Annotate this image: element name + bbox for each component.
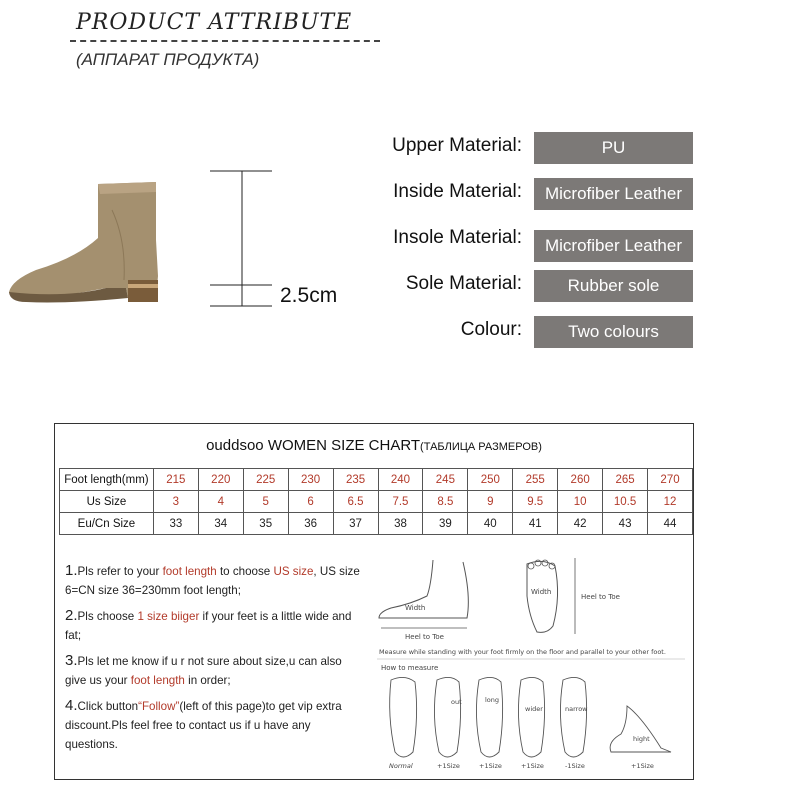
note-3 <box>65 651 361 690</box>
table-cell: 33 <box>153 513 198 535</box>
attr-row-inside <box>360 178 700 210</box>
size-label: +1Size <box>479 762 502 770</box>
attr-row-sole <box>360 270 700 302</box>
size-label: +1Size <box>437 762 460 770</box>
note-highlight: “Follow” <box>138 700 180 713</box>
heel-toe-label-top: Heel to Toe <box>581 593 620 601</box>
table-row-foot-length <box>60 469 693 491</box>
table-cell: 39 <box>423 513 468 535</box>
attr-value: Microfiber Leather <box>534 178 693 210</box>
note-text: Click button <box>77 700 139 713</box>
table-cell: 34 <box>198 513 243 535</box>
table-cell: 220 <box>198 469 243 491</box>
foot-top-illustration <box>527 561 558 632</box>
table-cell: 5 <box>243 491 288 513</box>
note-text: Pls choose <box>77 610 138 623</box>
note-number: 2. <box>65 607 78 624</box>
heel-height-label: 2.5cm <box>280 284 338 307</box>
attr-label: Upper Material: <box>392 135 522 156</box>
row-header: Eu/Cn Size <box>60 513 154 535</box>
how-to-measure: How to measure <box>381 664 439 672</box>
note-number: 1. <box>65 562 78 579</box>
note-highlight: 1 size biiger <box>137 610 200 623</box>
foot-label-wider: wider <box>525 705 543 713</box>
size-label: +1Size <box>521 762 544 770</box>
note-highlight: foot length <box>130 674 185 687</box>
size-label-normal: Normal <box>389 762 413 770</box>
note-2 <box>65 606 361 645</box>
table-cell: 10 <box>558 491 603 513</box>
note-4 <box>65 696 361 754</box>
attr-value: Microfiber Leather <box>534 230 693 262</box>
table-cell: 9 <box>468 491 513 513</box>
size-label: +1Size <box>631 762 654 770</box>
table-cell: 37 <box>333 513 378 535</box>
heel-toe-label: Heel to Toe <box>405 633 444 641</box>
table-cell: 4 <box>198 491 243 513</box>
foot-label-hight: hight <box>633 735 650 743</box>
note-text: (left of this page)to get vip extra discount.Pls feel free to contact us if u have any questions. <box>65 700 342 751</box>
attr-label: Insole Material: <box>393 227 522 248</box>
attr-row-upper <box>360 132 700 164</box>
table-cell: 225 <box>243 469 288 491</box>
note-number: 3. <box>65 652 78 669</box>
table-cell: 250 <box>468 469 513 491</box>
size-notes <box>65 561 361 760</box>
attr-value: PU <box>534 132 693 164</box>
note-highlight: US size <box>273 565 314 578</box>
table-cell: 235 <box>333 469 378 491</box>
boot-image <box>6 180 176 310</box>
attr-value: Two colours <box>534 316 693 348</box>
section-subtitle: (АППАРАТ ПРОДУКТА) <box>76 50 260 69</box>
note-text: in order; <box>184 674 231 687</box>
note-text: to choose <box>216 565 274 578</box>
table-cell: 38 <box>378 513 423 535</box>
table-cell: 7.5 <box>378 491 423 513</box>
row-header: Foot length(mm) <box>60 469 154 491</box>
note-text: Pls refer to your <box>77 565 163 578</box>
table-cell: 42 <box>558 513 603 535</box>
size-table <box>59 468 693 535</box>
table-cell: 8.5 <box>423 491 468 513</box>
size-chart-title-ru: (ТАБЛИЦА РАЗМЕРОВ) <box>420 441 542 453</box>
note-text: if your feet is a little wide and fat; <box>65 610 352 642</box>
table-cell: 6.5 <box>333 491 378 513</box>
feet-illustrations <box>390 677 671 757</box>
attr-row-colour <box>360 316 700 348</box>
foot-label-long: long <box>485 696 500 704</box>
attr-row-insole <box>360 224 700 256</box>
table-cell: 240 <box>378 469 423 491</box>
measure-caption: Measure while standing with your foot firmly on the floor and parallel to your other foot. <box>379 648 666 656</box>
table-cell: 270 <box>648 469 693 491</box>
size-chart <box>54 423 694 780</box>
table-cell: 35 <box>243 513 288 535</box>
size-chart-title <box>55 424 693 464</box>
attr-label: Inside Material: <box>393 181 522 202</box>
table-cell: 43 <box>603 513 648 535</box>
heel-measure-lines <box>208 168 274 308</box>
title-underline <box>70 40 380 42</box>
table-cell: 10.5 <box>603 491 648 513</box>
note-text: Pls let me know if u r not sure about size,u can also give us your <box>65 655 342 687</box>
table-cell: 215 <box>153 469 198 491</box>
row-header: Us Size <box>60 491 154 513</box>
table-cell: 260 <box>558 469 603 491</box>
table-cell: 36 <box>288 513 333 535</box>
note-number: 4. <box>65 697 78 714</box>
foot-label-narrow: narrow <box>565 705 588 713</box>
measure-diagram <box>371 556 687 774</box>
table-cell: 255 <box>513 469 558 491</box>
foot-label-out: out <box>451 698 462 706</box>
attr-label: Sole Material: <box>405 273 522 294</box>
note-highlight: foot length <box>162 565 217 578</box>
table-cell: 265 <box>603 469 648 491</box>
width-label-top: Width <box>531 588 552 596</box>
table-cell: 40 <box>468 513 513 535</box>
section-title: PRODUCT ATTRIBUTE <box>76 10 353 35</box>
attr-label: Colour: <box>460 319 522 340</box>
size-label: -1Size <box>565 762 585 770</box>
width-label: Width <box>405 604 426 612</box>
table-row-eu-size <box>60 513 693 535</box>
table-cell: 6 <box>288 491 333 513</box>
attr-value: Rubber sole <box>534 270 693 302</box>
table-row-us-size <box>60 491 693 513</box>
size-chart-title-en: ouddsoo WOMEN SIZE CHART <box>206 437 421 454</box>
table-cell: 9.5 <box>513 491 558 513</box>
note-text: , US size 6=CN size 36=230mm foot length; <box>65 565 360 597</box>
table-cell: 230 <box>288 469 333 491</box>
table-cell: 44 <box>648 513 693 535</box>
table-cell: 41 <box>513 513 558 535</box>
table-cell: 245 <box>423 469 468 491</box>
table-cell: 12 <box>648 491 693 513</box>
note-1 <box>65 561 361 600</box>
table-cell: 3 <box>153 491 198 513</box>
